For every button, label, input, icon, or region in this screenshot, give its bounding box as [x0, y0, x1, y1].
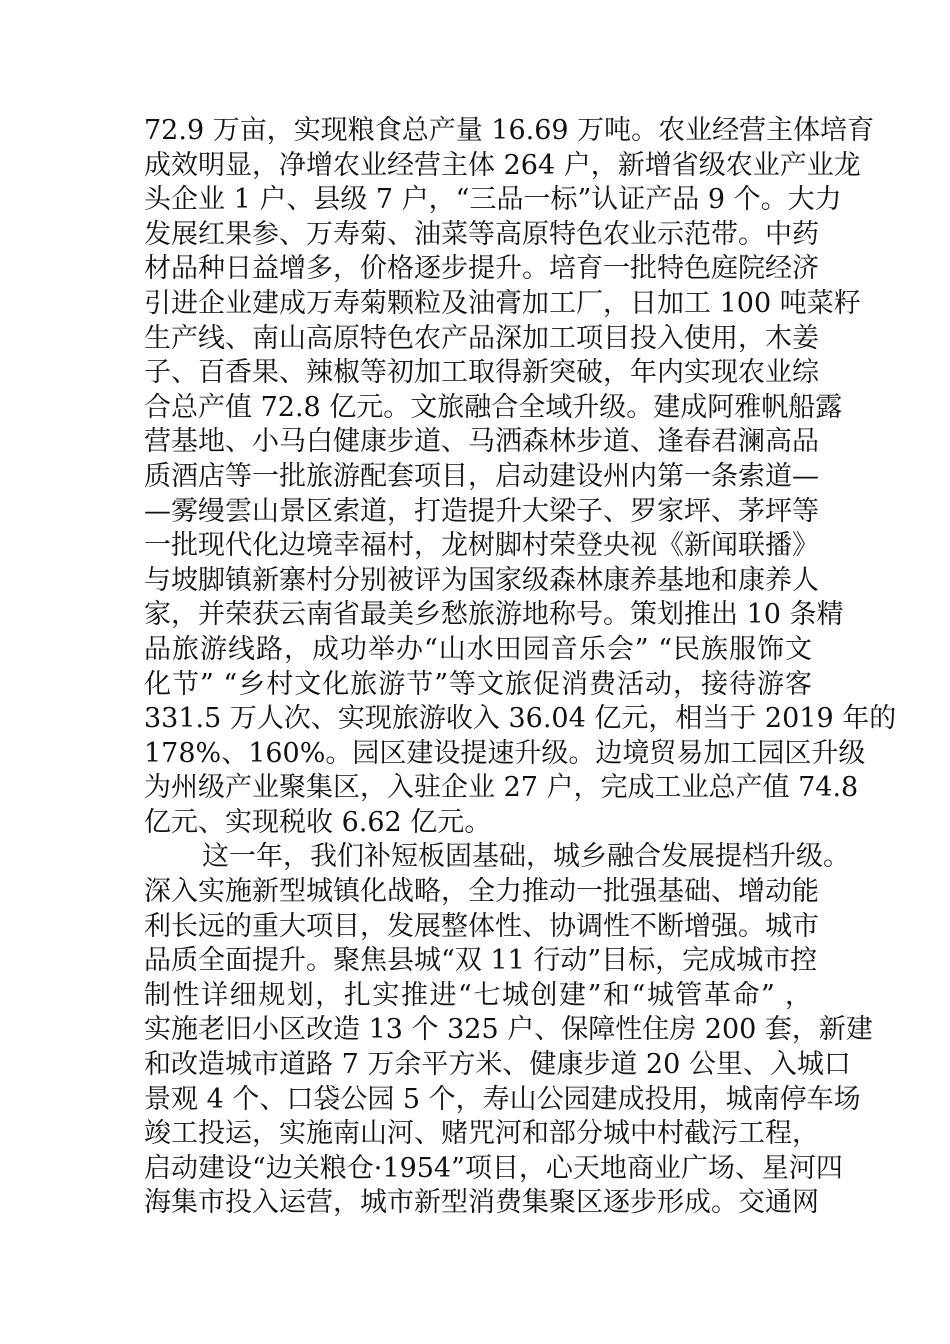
text-line: 质酒店等一批旅游配套项目，启动建设州内第一条索道—: [144, 460, 819, 492]
text-line: —雾缦雲山景区索道，打造提升大梁子、罗家坪、茅坪等: [144, 495, 819, 527]
text-line: 这一年，我们补短板固基础，城乡融合发展提档升级。: [202, 841, 850, 873]
paragraph-1: [144, 114, 897, 840]
text-line: 72.9 万亩，实现粮食总产量 16.69 万吨。农业经营主体培育: [144, 115, 875, 146]
text-line: 与坡脚镇新寨村分别被评为国家级森林康养基地和康养人: [144, 564, 819, 596]
text-line: 材品种日益增多，价格逐步提升。培育一批特色庭院经济: [144, 253, 819, 285]
text-line: 子、百香果、辣椒等初加工取得新突破，年内实现农业综: [144, 357, 819, 389]
paragraph-2: [144, 840, 873, 1221]
text-line: 深入实施新型城镇化战略，全力推动一批强基础、增动能: [144, 876, 819, 908]
text-line: 为州级产业聚集区，入驻企业 27 户，完成工业总产值 74.8: [144, 772, 859, 804]
text-line: 品旅游线路，成功举办“山水田园音乐会” “民族服饰文: [144, 633, 812, 665]
text-line: 331.5 万人次、实现旅游收入 36.04 亿元，相当于 2019 年的: [144, 703, 897, 735]
text-line: 家，并荣获云南省最美乡愁旅游地称号。策划推出 10 条精: [144, 599, 844, 631]
text-line: 亿元、实现税收 6.62 亿元。: [144, 806, 492, 838]
body-text: [144, 114, 897, 1221]
text-line: 营基地、小马白健康步道、马洒森林步道、逢春君澜高品: [144, 426, 819, 458]
text-line: 和改造城市道路 7 万余平方米、健康步道 20 公里、入城口: [144, 1049, 851, 1081]
text-line: 合总产值 72.8 亿元。文旅融合全域升级。建成阿雅帆船露: [144, 391, 843, 423]
text-line: 发展红果参、万寿菊、油菜等高原特色农业示范带。中药: [144, 218, 819, 250]
text-line: 生产线、南山高原特色农产品深加工项目投入使用，木姜: [144, 322, 819, 354]
text-line: 景观 4 个、口袋公园 5 个，寿山公园建成投用，城南停车场: [144, 1083, 861, 1115]
text-line: 实施老旧小区改造 13 个 325 户、保障性住房 200 套，新建: [144, 1014, 873, 1046]
text-line: 竣工投运，实施南山河、赌咒河和部分城中村截污工程，: [144, 1118, 819, 1150]
text-line: 海集市投入运营，城市新型消费集聚区逐步形成。交通网: [144, 1187, 819, 1219]
text-line: 启动建设“边关粮仓·1954”项目，心天地商业广场、星河四: [144, 1152, 843, 1184]
text-line: 利长远的重大项目，发展整体性、协调性不断增强。城市: [144, 910, 819, 942]
text-line: 一批现代化边境幸福村，龙树脚村荣登央视《新闻联播》: [144, 530, 819, 562]
text-line: 头企业 1 户、县级 7 户，“三品一标”认证产品 9 个。大力: [144, 184, 842, 216]
text-line: 178%、160%。园区建设提速升级。边境贸易加工园区升级: [144, 737, 866, 769]
text-line: 成效明显，净增农业经营主体 264 户，新增省级农业产业龙: [144, 149, 861, 181]
text-line: 制性详细规划，扎实推进“七城创建”和“城管革命” ，: [144, 979, 812, 1011]
text-line: 引进企业建成万寿菊颗粒及油膏加工厂，日加工 100 吨菜籽: [144, 287, 861, 319]
text-line: 品质全面提升。聚焦县城“双 11 行动”目标，完成城市控: [144, 945, 818, 977]
text-line: 化节” “乡村文化旅游节”等文旅促消费活动，接待游客: [144, 668, 812, 700]
